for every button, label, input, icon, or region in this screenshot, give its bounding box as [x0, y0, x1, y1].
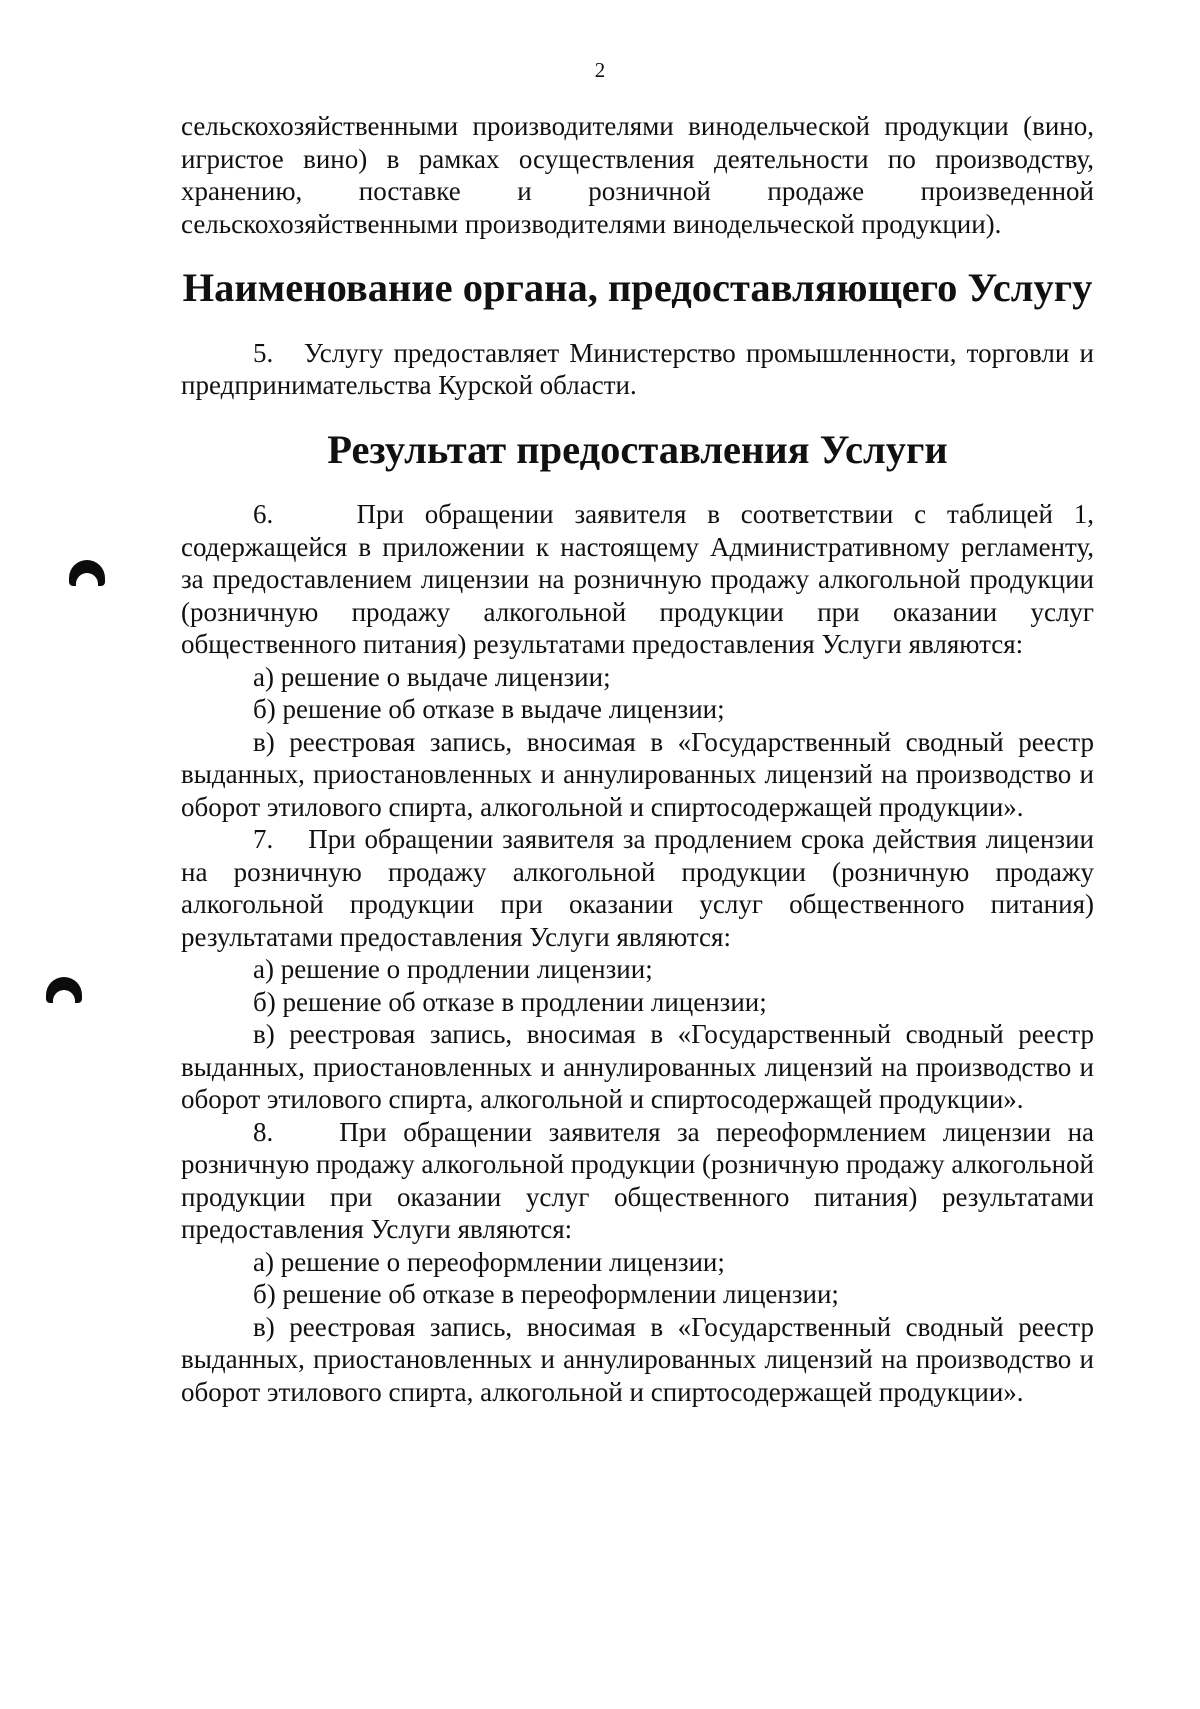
list-item-7v: в) реестровая запись, вносимая в «Государственный сводный реестр выданных, приостановленных и аннулированных лицензий на производство и оборот этилового спирта, алкогольной и спиртосодержащей продукции». — [181, 1019, 1094, 1114]
list-item-8v: в) реестровая запись, вносимая в «Государственный сводный реестр выданных, приостановленных и аннулированных лицензий на производство и оборот этилового спирта, алкогольной и спиртосодержащей продукции». — [181, 1311, 1094, 1407]
section-heading-result: Результат предоставления Услуги — [327, 426, 948, 472]
paragraph-7: 7. При обращении заявителя за продлением срока действия лицензии на розничную продажу алкогольной продукции (розничную продажу алкогольной продукции при оказании услуг общественного питания) результатами предоставления Услуги являются: — [181, 824, 1094, 952]
paragraph-continuation: сельскохозяйственными производителями винодельческой продукции (вино, игристое вино) в рамках осуществления деятельности по производству, хранению, поставке и розничной продаже произведенной сельскохозяйственными производителями винодельческой продукции). — [181, 111, 1094, 239]
page-number: 2 — [594, 58, 606, 82]
list-item-7b: б) решение об отказе в продлении лицензии; — [253, 986, 767, 1017]
list-item-6b: б) решение об отказе в выдаче лицензии; — [253, 694, 725, 724]
punch-hole-lower — [46, 977, 82, 1003]
list-item-7a: а) решение о продлении лицензии; — [253, 954, 653, 984]
paragraph-5: 5. Услугу предоставляет Министерство промышленности, торговли и предпринимательства Курской области. — [181, 337, 1094, 400]
document-body — [181, 110, 1094, 1408]
list-item-8a: а) решение о переоформлении лицензии; — [253, 1246, 725, 1277]
section-heading-authority: Наименование органа, предоставляющего Услугу — [182, 265, 1093, 310]
list-item-6a: а) решение о выдаче лицензии; — [253, 661, 611, 692]
punch-hole-upper — [69, 560, 105, 586]
paragraph-8: 8. При обращении заявителя за переоформлением лицензии на розничную продажу алкогольной продукции (розничную продажу алкогольной продукции при оказании услуг общественного питания) результатами предоставления Услуги являются: — [181, 1116, 1094, 1244]
list-item-8b: б) решение об отказе в переоформлении лицензии; — [253, 1279, 839, 1309]
list-item-6v: в) реестровая запись, вносимая в «Государственный сводный реестр выданных, приостановленных и аннулированных лицензий на производство и оборот этилового спирта, алкогольной и спиртосодержащей продукции». — [181, 726, 1094, 822]
paragraph-6: 6. При обращении заявителя в соответствии с таблицей 1, содержащейся в приложении к настоящему Административному регламенту, за предоставлением лицензии на розничную продажу алкогольной продукции (розничную продажу алкогольной продукции при оказании услуг общественного питания) результатами предоставления Услуги являются: — [181, 499, 1094, 659]
